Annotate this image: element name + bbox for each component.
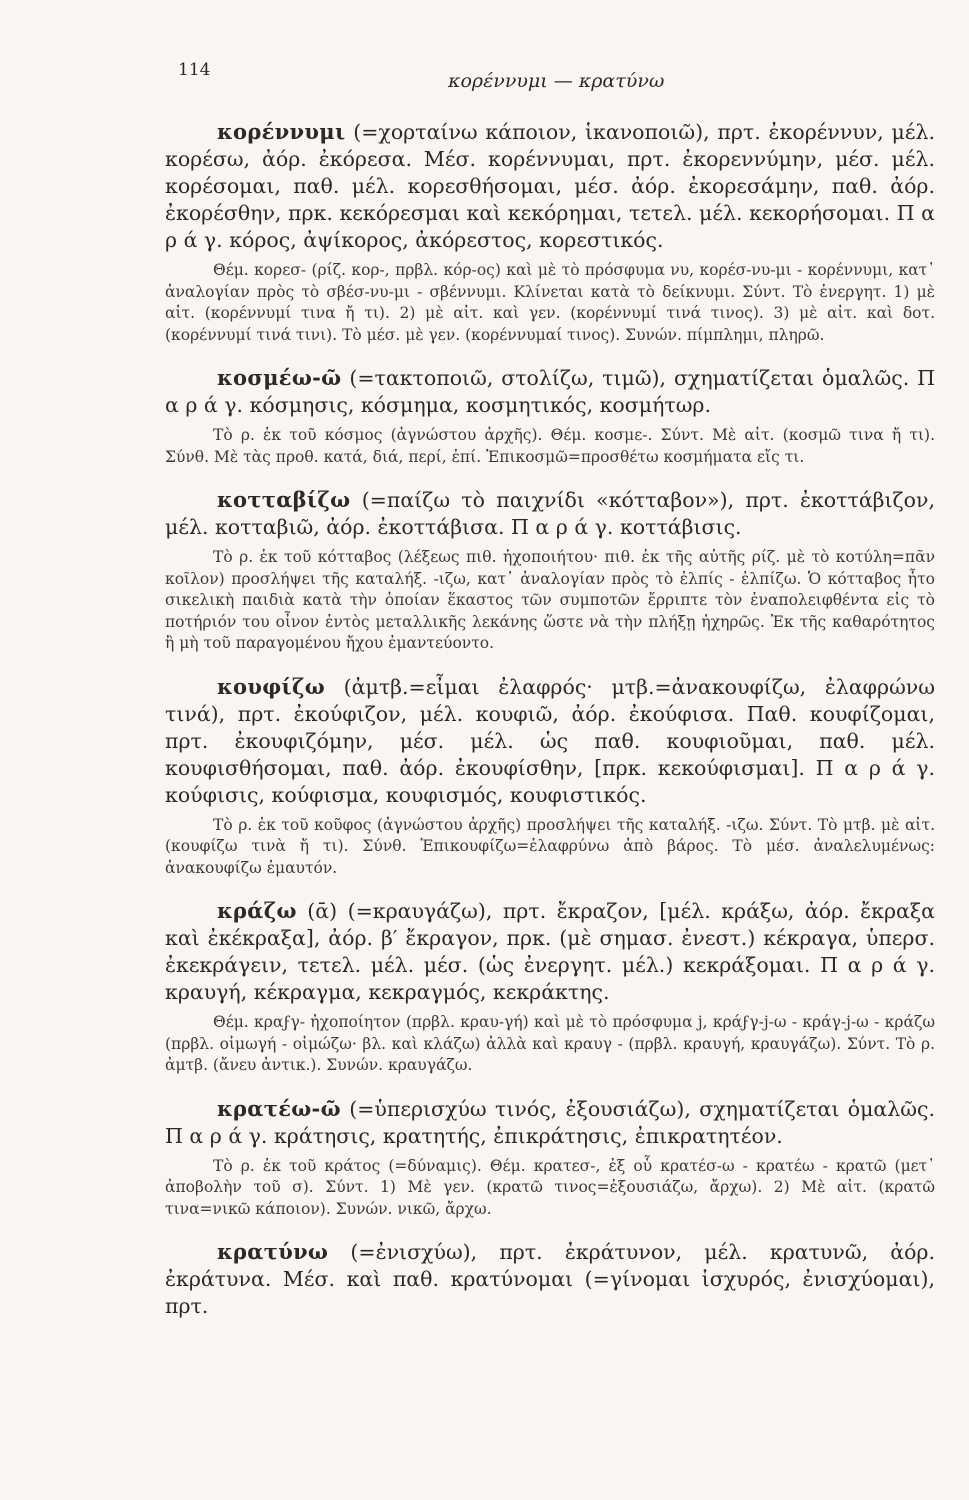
entry-definition: (ᾱ) (=κραυγάζω), πρτ. ἔκραζον, [μέλ. κράξω, ἀόρ. ἔκραξα καὶ ἐκέκραξα], ἀόρ. β′ ἔκραγον, πρκ. (μὲ σημασ. ἐνεστ.) κέκραγα, ὑπερσ. ἐκεκράγειν, τετελ. μέλ. μέσ. (ὡς ἐνεργητ. μέλ.) κεκράξομαι. Π α ρ ά γ. κραυγή, κέκραγμα, κεκραγμός, κεκράκτης.: [165, 899, 935, 1004]
headword: κορέννυμι: [217, 119, 346, 144]
headword: κρατύνω: [217, 1239, 329, 1264]
entry-etymology: Θέμ. κραϝγ- ἠχοποίητον (πρβλ. κραυ-γή) καὶ μὲ τὸ πρόσφυμα j, κράϝγ-j-ω - κράγ-j-ω - κράζω (πρβλ. οἰμωγή - οἰμώζω· βλ. καὶ κλάζω) ἀλλὰ καὶ κραυγ - (πρβλ. κραυγή, κραυγάζω). Σύντ. Τὸ ρ. ἀμτβ. (ἄνευ ἀντικ.). Συνών. κραυγάζω.: [165, 1013, 935, 1074]
entry-definition: (=ὑπερισχύω τινός, ἐξουσιάζω), σχηματίζεται ὁμαλῶς. Π α ρ ά γ. κράτησις, κρατητής, ἐπικράτησις, ἐπικρατητέον.: [165, 1096, 935, 1148]
entry-etymology: Τὸ ρ. ἐκ τοῦ κόσμος (ἀγνώστου ἀρχῆς). Θέμ. κοσμε-. Σύντ. Μὲ αἰτ. (κοσμῶ τινα ἤ τι). Σύνθ. Μὲ τὰς προθ. κατά, διά, περί, ἐπί. Ἐπικοσμῶ=προσθέτω κοσμήματα εἴς τι.: [165, 426, 935, 466]
headword: κρατέω-ῶ: [217, 1095, 341, 1121]
entry-definition: (=χορταίνω κάποιον, ἱκανοποιῶ), πρτ. ἐκορέννυν, μέλ. κορέσω, ἀόρ. ἐκόρεσα. Μέσ. κορέννυμαι, πρτ. ἐκορεννύμην, μέσ. μέλ. κορέσομαι, παθ. μέλ. κορεσθήσομαι, μέσ. ἀόρ. ἐκορεσάμην, παθ. ἀόρ. ἐκορέσθην, πρκ. κεκόρεσμαι καὶ κεκόρημαι, τετελ. μέλ. κεκορήσομαι. Π α ρ ά γ. κόρος, ἀψίκορος, ἀκόρεστος, κορεστικός.: [165, 120, 935, 252]
entry-kosmeo: [165, 364, 935, 468]
headword: κουφίζω: [217, 673, 326, 699]
page-header: [178, 60, 909, 100]
running-head: κορέννυμι — κρατύνω: [448, 70, 665, 92]
entry-krateo: [165, 1095, 935, 1221]
entry-kouphizo: [165, 673, 935, 880]
entry-etymology: Θέμ. κορεσ- (ρίζ. κορ-, πρβλ. κόρ-ος) καὶ μὲ τὸ πρόσφυμα νυ, κορέσ-νυ-μι - κορέννυμι, κατ᾽ ἀναλογίαν πρὸς τὸ σβέσ-νυ-μι - σβέννυμι. Κλίνεται κατὰ τὸ δείκνυμι. Σύντ. Τὸ ἐνεργητ. 1) μὲ αἰτ. (κορέννυμί τινα ἤ τι). 2) μὲ αἰτ. καὶ γεν. (κορέννυμί τινά τινος). 3) μὲ αἰτ. καὶ δοτ. (κορέννυμί τινά τινι). Τὸ μέσ. μὲ γεν. (κορέννυμαί τινος). Συνών. πίμπλημι, πληρῶ.: [165, 261, 935, 344]
entry-kratyno: [165, 1238, 935, 1320]
entry-definition: (=τακτοποιῶ, στολίζω, τιμῶ), σχηματίζεται ὁμαλῶς. Π α ρ ά γ. κόσμησις, κόσμημα, κοσμητικός, κοσμήτωρ.: [165, 366, 935, 417]
entry-koremnymi: [165, 118, 935, 346]
entry-kottabizo: [165, 486, 935, 655]
entry-etymology: Τὸ ρ. ἐκ τοῦ κοῦφος (ἀγνώστου ἀρχῆς) προσλήψει τῆς καταλήξ. -ιζω. Σύντ. Τὸ μτβ. μὲ αἰτ. (κουφίζω τινὰ ἤ τι). Σύνθ. Ἐπικουφίζω=ἐλαφρύνω ἀπὸ βάρος. Τὸ μέσ. ἀναλελυμένως: ἀνακουφίζω ἐμαυτόν.: [165, 815, 935, 877]
entry-krazo: [165, 897, 935, 1077]
headword: κοσμέω-ῶ: [217, 365, 342, 390]
entries: [165, 118, 935, 1338]
entry-definition: (=παίζω τὸ παιχνίδι «κότταβον»), πρτ. ἐκοττάβιζον, μέλ. κοτταβιῶ, ἀόρ. ἐκοττάβισα. Π α ρ ά γ. κοττάβισις.: [165, 488, 935, 539]
page-number: 114: [178, 60, 211, 80]
entry-etymology: Τὸ ρ. ἐκ τοῦ κράτος (=δύναμις). Θέμ. κρατεσ-, ἐξ οὗ κρατέσ-ω - κρατέω - κρατῶ (μετ᾽ ἀποβολὴν τοῦ σ). Σύντ. 1) Μὲ γεν. (κρατῶ τινος=ἐξουσιάζω, ἄρχω). 2) Μὲ αἰτ. (κρατῶ τινα=νικῶ κάποιον). Συνών. νικῶ, ἄρχω.: [165, 1156, 935, 1218]
entry-etymology: Τὸ ρ. ἐκ τοῦ κότταβος (λέξεως πιθ. ἠχοποιήτου· πιθ. ἐκ τῆς αὐτῆς ρίζ. μὲ τὸ κοτύλη=πᾶν κοῖλον) προσλήψει τῆς καταλήξ. -ιζω, κατ᾽ ἀναλογίαν πρὸς τὸ ἐλπίς - ἐλπίζω. Ὁ κότταβος ἦτο σικελικὴ παιδιὰ κατὰ τὴν ὁποίαν ἕκαστος τῶν συμποτῶν ἔρριπτε τὸν ἐναπολειφθέντα εἰς τὸ ποτήριόν του οἶνον ἐντὸς μεταλλικῆς λεκάνης ὥστε νὰ τὴν πλήξῃ ἠχηρῶς. Ἐκ τῆς καθαρότητος ἢ μὴ τοῦ παραγομένου ἤχου ἐμαντεύοντο.: [165, 548, 935, 652]
headword: κράζω: [217, 898, 297, 923]
entry-definition: (ἀμτβ.=εἶμαι ἐλαφρός· μτβ.=ἀνακουφίζω, ἐλαφρώνω τινά), πρτ. ἐκούφιζον, μέλ. κουφιῶ, ἀόρ. ἐκούφισα. Παθ. κουφίζομαι, πρτ. ἐκουφιζόμην, μέσ. μέλ. ὡς παθ. κουφιοῦμαι, παθ. μέλ. κουφισθήσομαι, παθ. ἀόρ. ἐκουφίσθην, [πρκ. κεκούφισμαι]. Π α ρ ά γ. κούφισις, κούφισμα, κουφισμός, κουφιστικός.: [165, 674, 935, 807]
headword: κοτταβίζω: [217, 487, 351, 512]
entry-definition: (=ἐνισχύω), πρτ. ἐκράτυνον, μέλ. κρατυνῶ, ἀόρ. ἐκράτυνα. Μέσ. καὶ παθ. κρατύνομαι (=γίνομαι ἰσχυρός, ἐνισχύομαι), πρτ.: [165, 1240, 935, 1318]
